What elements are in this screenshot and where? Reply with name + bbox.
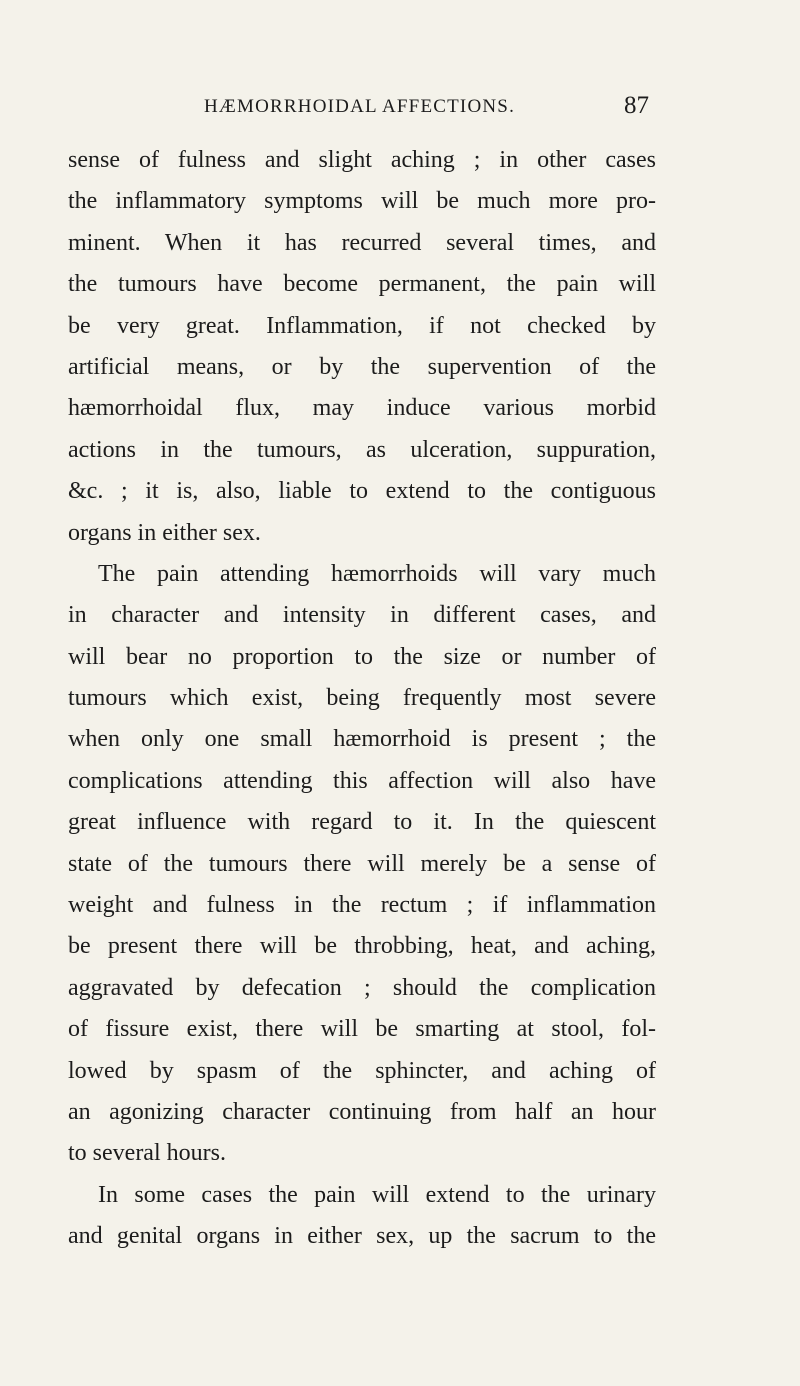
text-line: aggravated by defecation ; should the complication <box>68 974 656 1001</box>
paragraph-start-line: In some cases the pain will extend to the urinary <box>98 1181 656 1208</box>
text-line: minent. When it has recurred several times, and <box>68 229 656 256</box>
text-line: to several hours. <box>68 1140 226 1167</box>
text-line: weight and fulness in the rectum ; if inflammation <box>68 892 656 919</box>
text-line: in character and intensity in different cases, and <box>68 602 656 629</box>
page-number: 87 <box>624 92 649 119</box>
text-line: artificial means, or by the supervention of the <box>68 353 656 380</box>
text-line: an agonizing character continuing from half an hour <box>68 1098 656 1125</box>
text-line: be very great. Inflammation, if not checked by <box>68 312 656 339</box>
text-line: tumours which exist, being frequently most severe <box>68 685 656 712</box>
text-line: hæmorrhoidal flux, may induce various morbid <box>68 395 656 422</box>
text-line: &c. ; it is, also, liable to extend to the contiguous <box>68 478 656 505</box>
text-line: the tumours have become permanent, the pain will <box>68 271 656 298</box>
body-text <box>68 140 656 1258</box>
text-line: organs in either sex. <box>68 519 261 546</box>
page-header <box>204 92 654 126</box>
text-line: the inflammatory symptoms will be much more pro- <box>68 188 656 215</box>
text-line: complications attending this affection will also have <box>68 767 656 794</box>
text-line: great influence with regard to it. In the quiescent <box>68 809 656 836</box>
running-head: HÆMORRHOIDAL AFFECTIONS. <box>204 96 516 117</box>
text-line: sense of fulness and slight aching ; in other cases <box>68 147 656 173</box>
paragraph-start-line: The pain attending hæmorrhoids will vary much <box>98 560 656 587</box>
text-line: of fissure exist, there will be smarting at stool, fol- <box>68 1016 656 1043</box>
text-line: when only one small hæmorrhoid is present ; the <box>68 726 656 753</box>
text-line: and genital organs in either sex, up the sacrum to the <box>68 1223 656 1250</box>
text-line: actions in the tumours, as ulceration, suppuration, <box>68 436 656 463</box>
text-line: lowed by spasm of the sphincter, and aching of <box>68 1057 656 1084</box>
text-line: will bear no proportion to the size or number of <box>68 643 656 670</box>
text-line: state of the tumours there will merely be a sense of <box>68 850 656 877</box>
text-line: be present there will be throbbing, heat, and aching, <box>68 933 656 960</box>
